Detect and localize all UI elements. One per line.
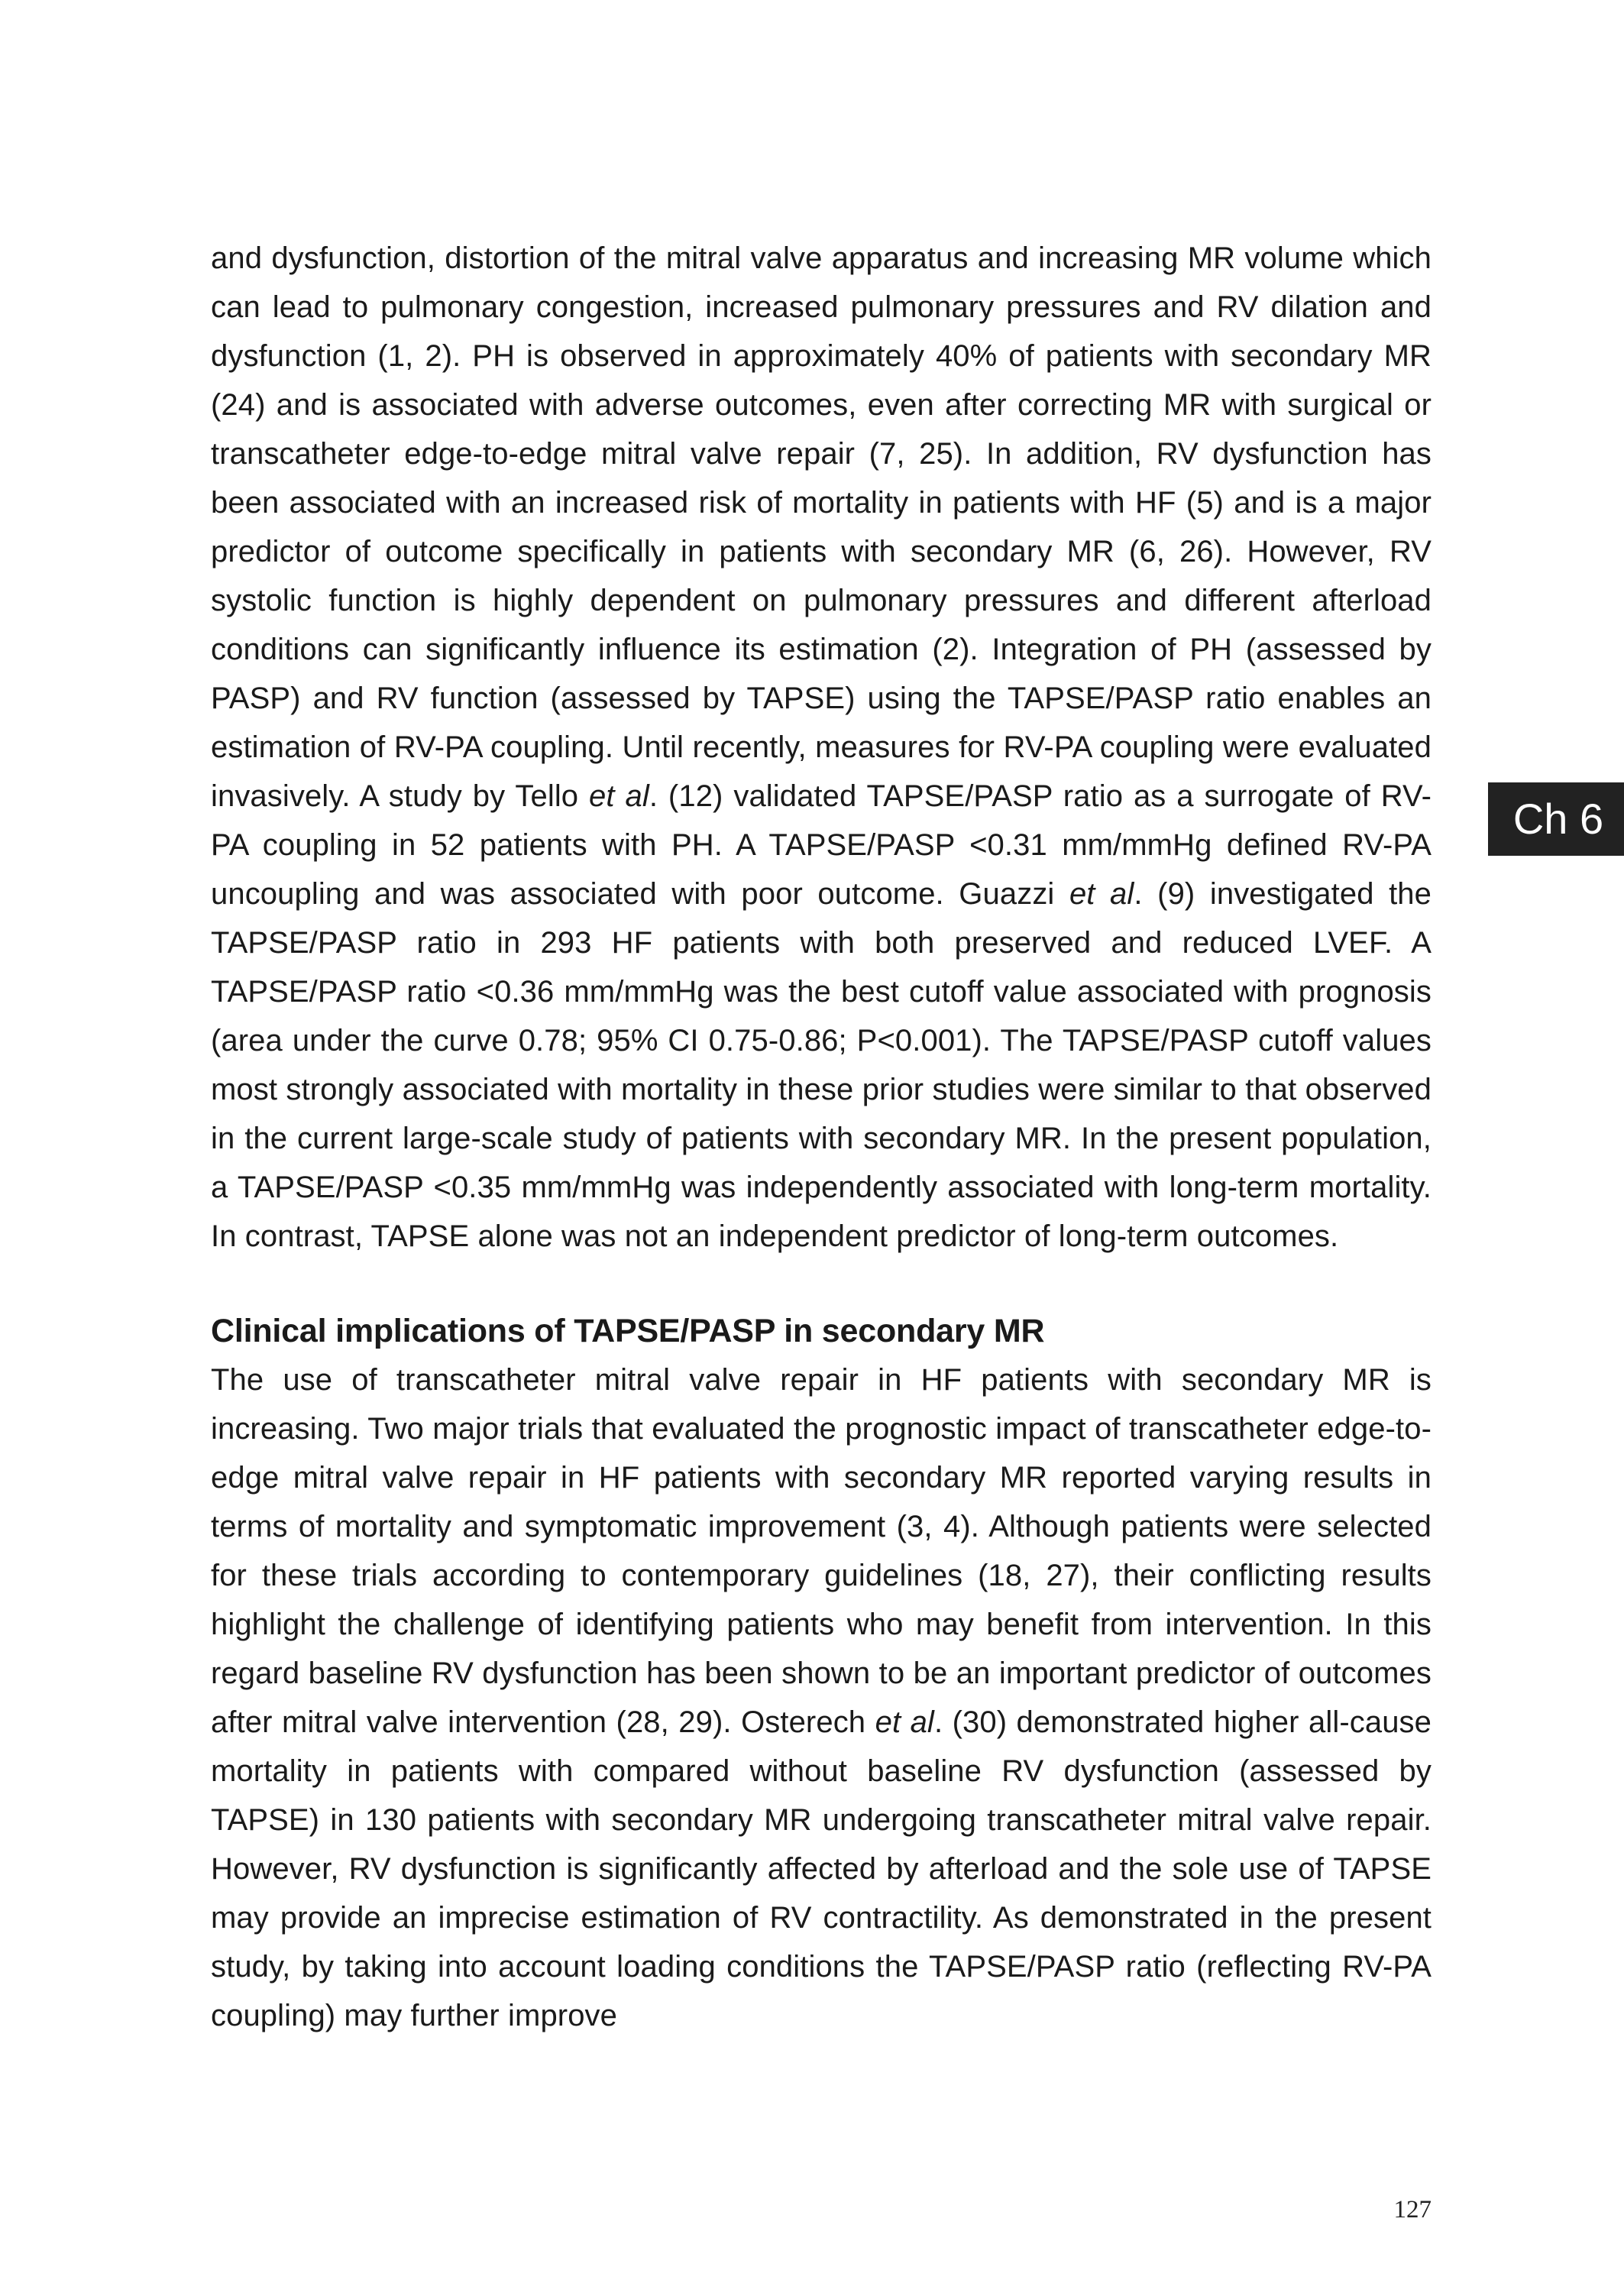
body-paragraph: [211, 234, 1432, 1261]
paragraph-text: . (12) validated TAPSE/PASP ratio as a surrogate of RV-PA coupling in 52 patients with PH. A TAPSE/PASP <0.31 mm/mmHg defined RV-PA uncoupling and was associated with poor outcome. Guazzi: [211, 779, 1432, 911]
italic-citation: et al: [875, 1705, 934, 1739]
italic-citation: et al: [589, 779, 649, 813]
section-heading: Clinical implications of TAPSE/PASP in secondary MR: [211, 1313, 1045, 1349]
paragraph-text: The use of transcatheter mitral valve repair in HF patients with secondary MR is increasing. Two major trials that evaluated the prognostic impact of transcatheter edge-to-edge mitral valve repair in HF patients with secondary MR reported varying results in terms of mortality and symptomatic improvement (3, 4). Although patients were selected for these trials according to contemporary guidelines (18, 27), their conflicting results highlight the challenge of identifying patients who may benefit from intervention. In this regard baseline RV dysfunction has been shown to be an important predictor of outcomes after mitral valve intervention (28, 29). Osterech: [211, 1363, 1432, 1739]
body-text-column: [211, 234, 1432, 2040]
paragraph-text: . (9) investigated the TAPSE/PASP ratio in 293 HF patients with both preserved and reduced LVEF. A TAPSE/PASP ratio <0.36 mm/mmHg was the best cutoff value associated with prognosis (area under the curve 0.78; 95% CI 0.75-0.86; P<0.001). The TAPSE/PASP cutoff values most strongly associated with mortality in these prior studies were similar to that observed in the current large-scale study of patients with secondary MR. In the present population, a TAPSE/PASP <0.35 mm/mmHg was independently associated with long-term mortality. In contrast, TAPSE alone was not an independent predictor of long-term outcomes.: [211, 877, 1432, 1253]
paragraph-text: and dysfunction, distortion of the mitral valve apparatus and increasing MR volume which can lead to pulmonary congestion, increased pulmonary pressures and RV dilation and dysfunction (1, 2). PH is observed in approximately 40% of patients with secondary MR (24) and is associated with adverse outcomes, even after correcting MR with surgical or transcatheter edge-to-edge mitral valve repair (7, 25). In addition, RV dysfunction has been associated with an increased risk of mortality in patients with HF (5) and is a major predictor of outcome specifically in patients with secondary MR (6, 26). However, RV systolic function is highly dependent on pulmonary pressures and different afterload conditions can significantly influence its estimation (2). Integration of PH (assessed by PASP) and RV function (assessed by TAPSE) using the TAPSE/PASP ratio enables an estimation of RV-PA coupling. Until recently, measures for RV-PA coupling were evaluated invasively. A study by Tello: [211, 241, 1432, 813]
chapter-tab: Ch 6: [1488, 782, 1624, 856]
italic-citation: et al: [1069, 877, 1134, 911]
page-number: 127: [1393, 2196, 1432, 2223]
paragraph-text: . (30) demonstrated higher all-cause mortality in patients with compared without baseline RV dysfunction (assessed by TAPSE) in 130 patients with secondary MR undergoing transcatheter mitral valve repair. However, RV dysfunction is significantly affected by afterload and the sole use of TAPSE may provide an imprecise estimation of RV contractility. As demonstrated in the present study, by taking into account loading conditions the TAPSE/PASP ratio (reflecting RV-PA coupling) may further improve: [211, 1705, 1432, 2032]
body-paragraph: [211, 1355, 1432, 2040]
